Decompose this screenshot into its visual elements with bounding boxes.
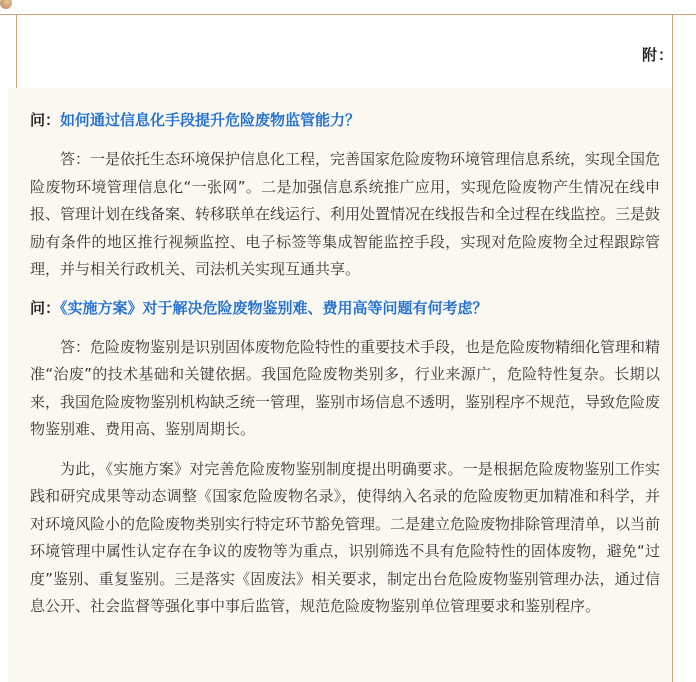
question-2-label: 问：	[30, 298, 61, 317]
qa-section	[30, 108, 660, 633]
decorative-circle-icon	[0, 0, 12, 10]
question-2-text: 《实施方案》对于解决危险废物鉴别难、费用高等问题有何考虑？	[60, 298, 488, 317]
question-1-text: 如何通过信息化手段提升危险废物监管能力？	[60, 111, 361, 129]
question-1-label: 问：	[30, 111, 61, 129]
attachment-label: 附：	[641, 46, 674, 64]
answer-1: 答：一是依托生态环境保护信息化工程，完善国家危险废物环境管理信息系统，实现全国危险废物环境管理信息化“一张网”。二是加强信息系统推广应用，实现危险废物产生情况在线申报、管理计划在线备案、转移联单在线运行、利用处置情况在线报告和全过程在线监控。三是鼓励有条件的地区推行视频监控、电子标签等集成智能监控手段，实现对危险废物全过程跟踪管理，并与相关行政机关、司法机关实现互通共享。	[30, 150, 661, 278]
question-1	[30, 108, 660, 132]
answer-2-paragraph-1: 答：危险废物鉴别是识别固体废物危险特性的重要技术手段，也是危险废物精细化管理和精准“治废”的技术基础和关键依据。我国危险废物类别多，行业来源广，危险特性复杂。长期以来，我国危险废物鉴别机构缺乏统一管理，鉴别市场信息不透明，鉴别程序不规范，导致危险废物鉴别难、费用高、鉴别周期长。	[30, 337, 661, 438]
question-2	[30, 296, 660, 320]
answer-2-paragraph-2: 为此，《实施方案》对完善危险废物鉴别制度提出明确要求。一是根据危险废物鉴别工作实践和研究成果等动态调整《国家危险废物名录》，使得纳入名录的危险废物更加精准和科学，并对环境风险小的危险废物类别实行特定环节豁免管理。二是建立危险废物排除管理清单，以当前环境管理中属性认定存在争议的废物等为重点，识别筛选不具有危险特性的固体废物，避免“过度”鉴别、重复鉴别。三是落实《固废法》相关要求，制定出台危险废物鉴别管理办法，通过信息公开、社会监督等强化事中事后监管，规范危险废物鉴别单位管理要求和鉴别程序。	[30, 459, 661, 615]
